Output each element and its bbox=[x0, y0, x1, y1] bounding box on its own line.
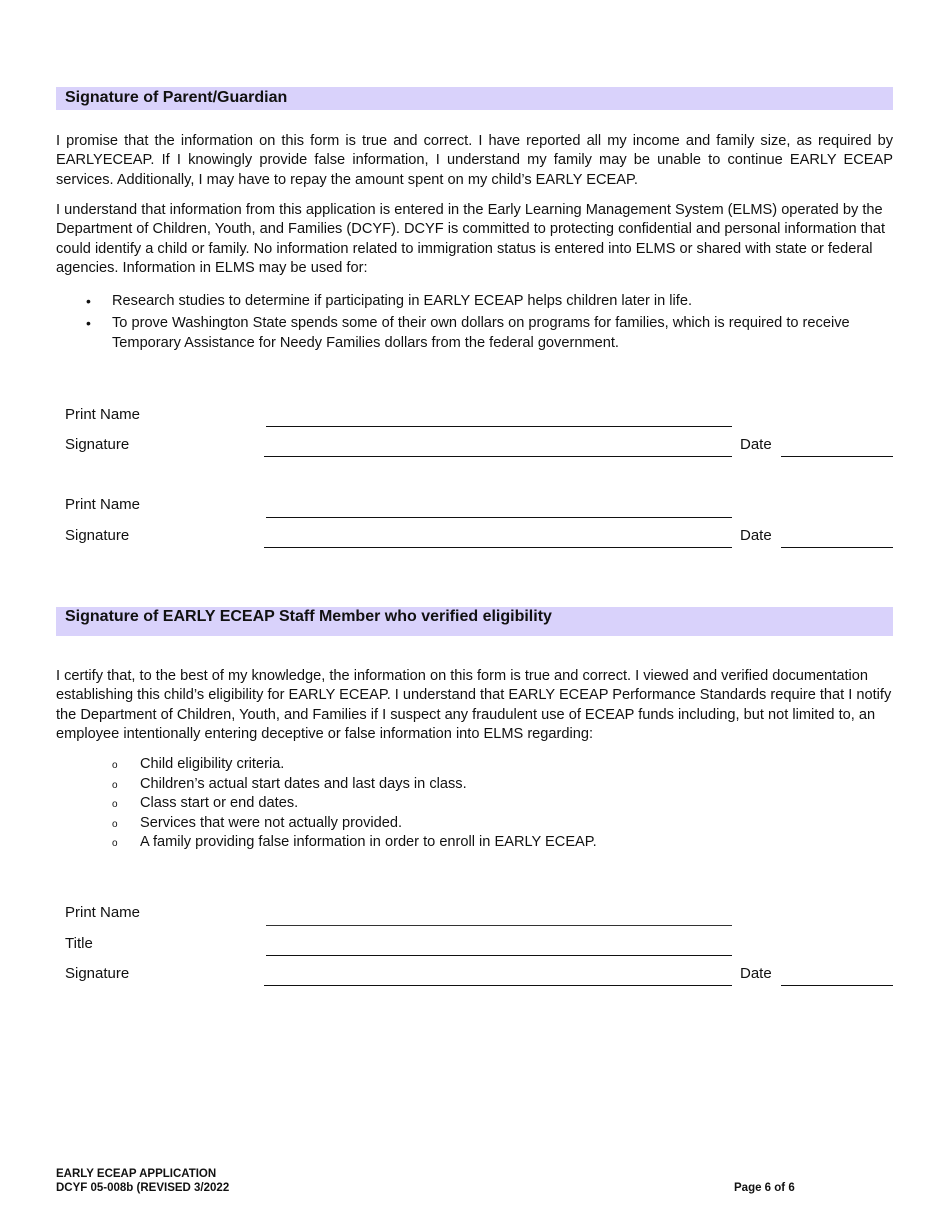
staff-signature-field[interactable] bbox=[264, 985, 732, 986]
staff-date-field[interactable] bbox=[781, 985, 893, 986]
bullet-icon: • bbox=[86, 293, 91, 309]
parent-certification-paragraph: I promise that the information on this form is true and correct. I have reported all my income and family size, as required by EARLYECEAP. If I knowingly provide false information, I understand my family may be unable to continue EARLY ECEAP services. Additionally, I may have to repay the amount spent on my child’s EARLY ECEAP. bbox=[56, 133, 893, 188]
staff-certification-paragraph: I certify that, to the best of my knowledge, the information on this form is true and correct. I viewed and verified documentation establishing this child’s eligibility for EARLY ECEAP. I understand that EARLY ECEAP Performance Standards require that I notify the Department of Children, Youth, and Families if I suspect any fraudulent use of ECEAP funds including, but not limited to, an employee intentionally entering deceptive or false information into ELMS regarding: bbox=[56, 668, 892, 743]
circle-bullet-icon: o bbox=[112, 799, 118, 811]
signature-field-1[interactable] bbox=[264, 456, 732, 457]
circle-bullet-icon: o bbox=[112, 760, 118, 771]
elms-info-paragraph: I understand that information from this application is entered in the Early Learning Management System (ELMS) operated by the Department of Children, Youth, and Families (DCYF). DCYF is committed to protecting confidential and personal information that could identify a child or family. No information related to immigration status is entered into ELMS or shared with state or federal agencies. Information in ELMS may be used for: bbox=[56, 202, 885, 277]
print-name-label-1: Print Name bbox=[65, 406, 141, 423]
circle-bullet-icon: o bbox=[112, 779, 118, 791]
signature-field-2[interactable] bbox=[264, 547, 732, 548]
print-name-field-1[interactable] bbox=[266, 426, 732, 427]
print-name-label-2: Print Name bbox=[65, 496, 141, 513]
circle-bullet-icon: o bbox=[112, 818, 118, 830]
list-item: • Research studies to determine if participating in EARLY ECEAP helps children later in life. bbox=[86, 293, 692, 309]
staff-print-name-field[interactable] bbox=[266, 925, 732, 926]
staff-date-label: Date bbox=[740, 965, 772, 982]
page-number: Page 6 of 6 bbox=[734, 1182, 795, 1194]
date-label-2: Date bbox=[740, 527, 772, 544]
date-field-1[interactable] bbox=[781, 456, 893, 457]
staff-title-field[interactable] bbox=[266, 955, 732, 956]
footer-form-number: DCYF 05-008b (REVISED 3/2022 bbox=[56, 1182, 230, 1194]
list-item: o Child eligibility criteria. bbox=[56, 755, 893, 775]
fraud-items-list bbox=[56, 755, 893, 853]
print-name-field-2[interactable] bbox=[266, 517, 732, 518]
staff-title-label: Title bbox=[65, 935, 93, 952]
list-item: • To prove Washington State spends some of their own dollars on programs for families, which is required to receive Temporary Assistance for Needy Families dollars from the federal government. bbox=[86, 315, 850, 351]
date-label-1: Date bbox=[740, 436, 772, 453]
list-item: o Children’s actual start dates and last days in class. bbox=[56, 775, 893, 795]
parent-signature-section-header bbox=[56, 87, 893, 110]
bullet-icon: • bbox=[86, 315, 91, 331]
elms-uses-list bbox=[56, 291, 893, 355]
staff-print-name-label: Print Name bbox=[65, 904, 141, 921]
staff-signature-label: Signature bbox=[65, 965, 130, 982]
footer-title: EARLY ECEAP APPLICATION bbox=[56, 1168, 217, 1180]
list-item: o A family providing false information in order to enroll in EARLY ECEAP. bbox=[56, 833, 893, 853]
circle-bullet-icon: o bbox=[112, 838, 118, 850]
footer-form-id bbox=[56, 1167, 229, 1195]
list-item: o Class start or end dates. bbox=[56, 794, 893, 814]
staff-signature-section-header bbox=[56, 607, 893, 636]
signature-label-1: Signature bbox=[65, 436, 130, 453]
signature-label-2: Signature bbox=[65, 527, 130, 544]
list-item: o Services that were not actually provided. bbox=[56, 814, 893, 834]
staff-section-heading: Signature of EARLY ECEAP Staff Member who verified eligibility bbox=[65, 608, 552, 625]
parent-section-heading: Signature of Parent/Guardian bbox=[65, 89, 288, 106]
date-field-2[interactable] bbox=[781, 547, 893, 548]
